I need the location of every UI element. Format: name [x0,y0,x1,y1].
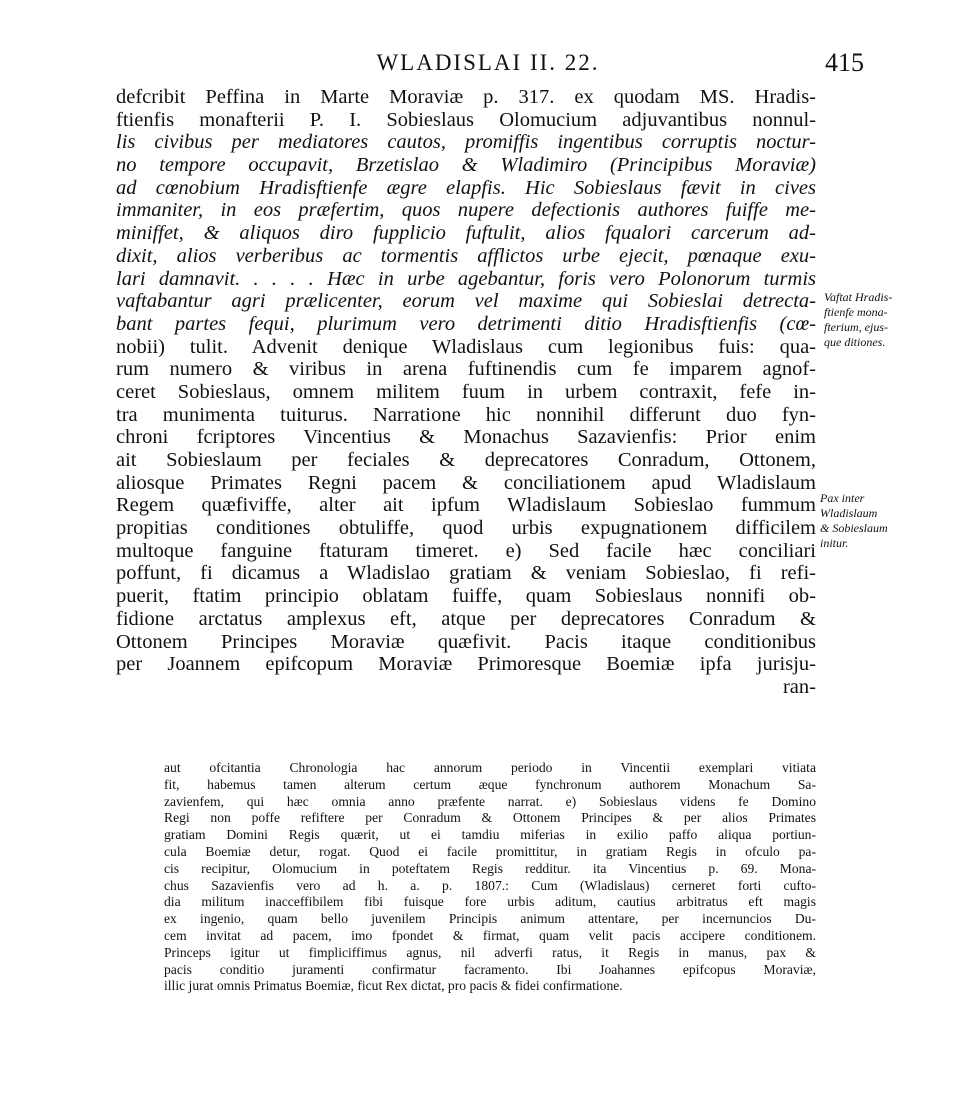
text-line: no tempore occupavit, Brzetislao & Wladimiro (Principibus Moraviæ) [116,154,816,177]
margin-note-line: ftienfe mona- [824,305,888,319]
margin-note-line: Vaftat Hradis- [824,290,893,304]
footnote-line: cem invitat ad pacem, imo fpondet & firmat, quam velit pacis accipere conditionem. [164,927,816,943]
page-number: 415 [825,48,864,77]
text-line: miniffet, & aliquos diro fupplicio fuftulit, alios fqualori carcerum ad- [116,222,816,245]
text-line: vaftabantur agri prælicenter, eorum vel maxime qui Sobieslai detrecta- [116,290,816,313]
footnote-line: aut ofcitantia Chronologia hac annorum periodo in Vincentii exemplari vitiata [164,760,816,775]
text-line: chroni fcriptores Vincentius & Monachus Sazavienfis: Prior enim [116,426,816,449]
footnote-line: illic jurat omnis Primatus Boemiæ, ficut Rex dictat, pro pacis & fidei confirmatione. [164,978,623,994]
text-line: ftienfis monafterii P. I. Sobieslaus Olomucium adjuvantibus nonnul- [116,108,816,131]
text-line: ceret Sobieslaus, omnem militem fuum in urbem contraxit, fefe in- [116,380,816,403]
footnote-line: ex ingenio, quam bello juvenilem Principis animum attentare, per incernuncios Du- [164,911,816,927]
running-title: WLADISLAI II. 22. [376,50,600,75]
footnote-line: Regi non poffe refiftere per Conradum & Ottonem Principes & per alios Primates [164,810,816,826]
text-line: ran- [782,675,816,698]
margin-note-line: initur. [820,536,849,550]
footnote-line: cula Boemiæ detur, rogat. Quod ei facile promittitur, in gratiam Regis in ofculo pa- [164,843,816,859]
margin-note-pax [820,491,944,551]
text-line: per Joannem epifcopum Moraviæ Primoresque Boemiæ ipfa jurisju- [116,653,816,676]
text-line: rum numero & viribus in arena fuftinendis cum fe imparem agnof- [116,358,816,381]
margin-note-line: Wladislaum [820,506,878,520]
text-line: immaniter, in eos præfertim, quos nupere defectionis authores fuiffe me- [116,199,816,222]
text-line: dixit, alios verberibus ac tormentis afflictos urbe ejecit, pœnaque exu- [116,244,816,267]
text-line: lari damnavit. . . . . Hæc in urbe agebantur, foris vero Polonorum turmis [116,267,816,290]
main-text-block [116,86,816,699]
footnote-line: pacis conditio juramenti confirmatur facramento. Ibi Joahannes epifcopus Moraviæ, [164,961,816,977]
margin-note-vastat [824,290,944,350]
text-line: bant partes fequi, plurimum vero detrimenti ditio Hradisftienfis (cœ- [116,312,816,335]
footnote-line: gratiam Domini Regis quærit, ut ei tamdiu miferias in exilio paffo aliqua portiun- [164,827,816,843]
text-line: lis civibus per mediatores cautos, promiffis ingentibus corruptis noctur- [116,131,816,154]
text-line: nobii) tulit. Advenit denique Wladislaus cum legionibus fuis: qua- [116,335,816,358]
text-line: defcribit Peffina in Marte Moraviæ p. 317. ex quodam MS. Hradis- [116,86,816,108]
footnote-line: cis recipitur, Olomucium in poteftatem Regis redditur. ita Vincentius p. 69. Mona- [164,860,816,876]
margin-note-line: fterium, ejus- [824,320,888,334]
footnote-line: dia militum inacceffibilem fibi fuisque fore urbis aditum, cautius arbitratus eft magis [164,894,816,910]
footnote-line: chus Sazavienfis vero ad h. a. p. 1807.: Cum (Wladislaus) cerneret forti cufto- [164,877,816,893]
text-line: aliosque Primates Regni pacem & conciliationem apud Wladislaum [116,471,816,494]
text-line: ad cœnobium Hradisftienfe ægre elapfis. Hic Sobieslaus fævit in cives [116,176,816,199]
margin-note-line: Pax inter [820,491,865,505]
margin-note-line: que ditiones. [824,335,886,349]
footnote-line: Princeps igitur ut fimpliciffimus agnus, nil adverfi ratus, it Regis in manus, pax & [164,944,816,960]
text-line: fidione arctatus amplexus eft, atque per deprecatores Conradum & [116,607,816,630]
text-line: Ottonem Principes Moraviæ quæfivit. Pacis itaque conditionibus [116,630,816,653]
text-line: propitias conditiones obtuliffe, quod urbis expugnationem difficilem [116,517,816,540]
text-line: Regem quæfiviffe, alter ait ipfum Wladislaum Sobieslao fummum [116,494,816,517]
footnotes-block [164,760,816,995]
footnote-line: zavienfem, qui hæc omnia anno præfente narrat. e) Sobieslaus videns fe Domino [164,793,816,809]
margin-note-line: & Sobieslaum [820,521,888,535]
text-line: poffunt, fi dicamus a Wladislao gratiam & veniam Sobieslao, fi refi- [116,562,816,585]
text-line: ait Sobieslaum per feciales & deprecatores Conradum, Ottonem, [116,449,816,471]
text-line: multoque fanguine ftaturam timeret. e) Sed facile hæc conciliari [116,539,816,562]
page-header [112,48,864,88]
text-line: tra munimenta tuiturus. Narratione hic nonnihil differunt duo fyn- [116,403,816,426]
text-line: puerit, ftatim principio oblatam fuiffe, quam Sobieslaus nonnifi ob- [116,585,816,608]
footnote-line: fit, habemus tamen alterum certum æque fynchronum authorem Monachum Sa- [164,776,816,792]
